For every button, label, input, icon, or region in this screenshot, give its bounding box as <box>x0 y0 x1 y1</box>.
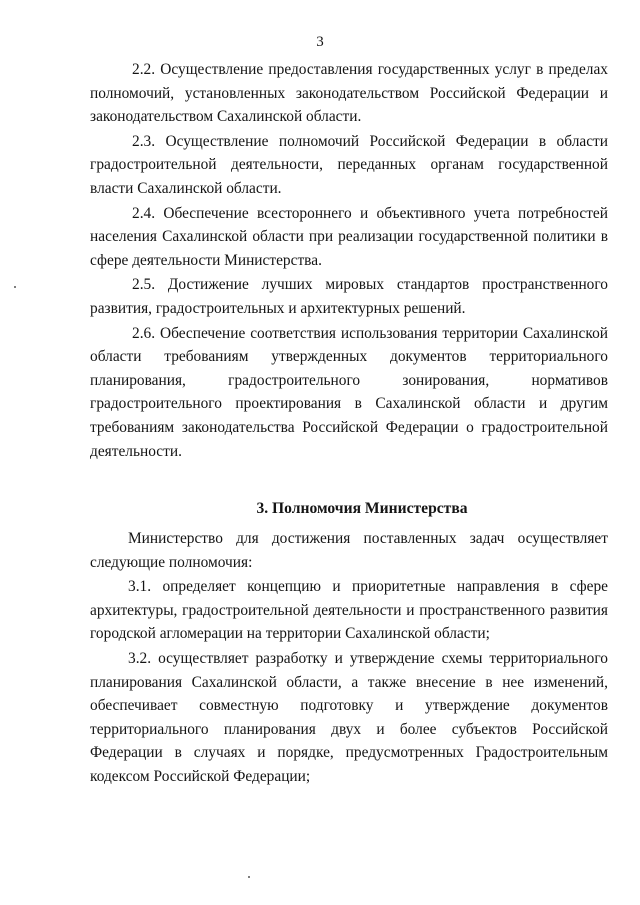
paragraph-3-1: 3.1. определяет концепцию и приоритетные направления в сфере архитектуры, градостроительной деятельности и пространственного развития городской агломерации на территории Сахалинской области; <box>90 578 608 643</box>
scan-speck <box>248 876 250 878</box>
document-body <box>90 58 608 790</box>
paragraph-2-5: 2.5. Достижение лучших мировых стандартов пространственного развития, градостроительных и архитектурных решений. <box>90 276 608 317</box>
paragraph-2-2: 2.2. Осуществление предоставления государственных услуг в пределах полномочий, установленных законодательством Российской Федерации и законодательством Сахалинской области. <box>90 61 608 126</box>
paragraph-3-2: 3.2. осуществляет разработку и утверждение схемы территориального планирования Сахалинской области, а также внесение в нее изменений, обеспечивает совместную подготовку и утверждение документов территориального планирования двух и более субъектов Российской Федерации в случаях и порядке, предусмотренных Градостроительным кодексом Российской Федерации; <box>90 650 608 786</box>
scan-speck <box>14 286 16 288</box>
section-3-heading: 3. Полномочия Министерства <box>256 500 468 518</box>
section-3-intro: Министерство для достижения поставленных задач осуществляет следующие полномочия: <box>90 530 608 571</box>
paragraph-2-4: 2.4. Обеспечение всестороннего и объективного учета потребностей населения Сахалинской области при реализации государственной политики в сфере деятельности Министерства. <box>90 204 608 269</box>
paragraph-2-3: 2.3. Осуществление полномочий Российской Федерации в области градостроительной деятельности, переданных органам государственной власти Сахалинской области. <box>90 132 608 197</box>
paragraph-2-6: 2.6. Обеспечение соответствия использования территории Сахалинской области требованиям утвержденных документов территориального планирования, градостроительного зонирования, нормативов градостроительного проектирования в Сахалинской области и другим требованиям законодательства Российской Федерации о градостроительной деятельности. <box>90 324 608 460</box>
page-number: 3 <box>316 34 324 50</box>
